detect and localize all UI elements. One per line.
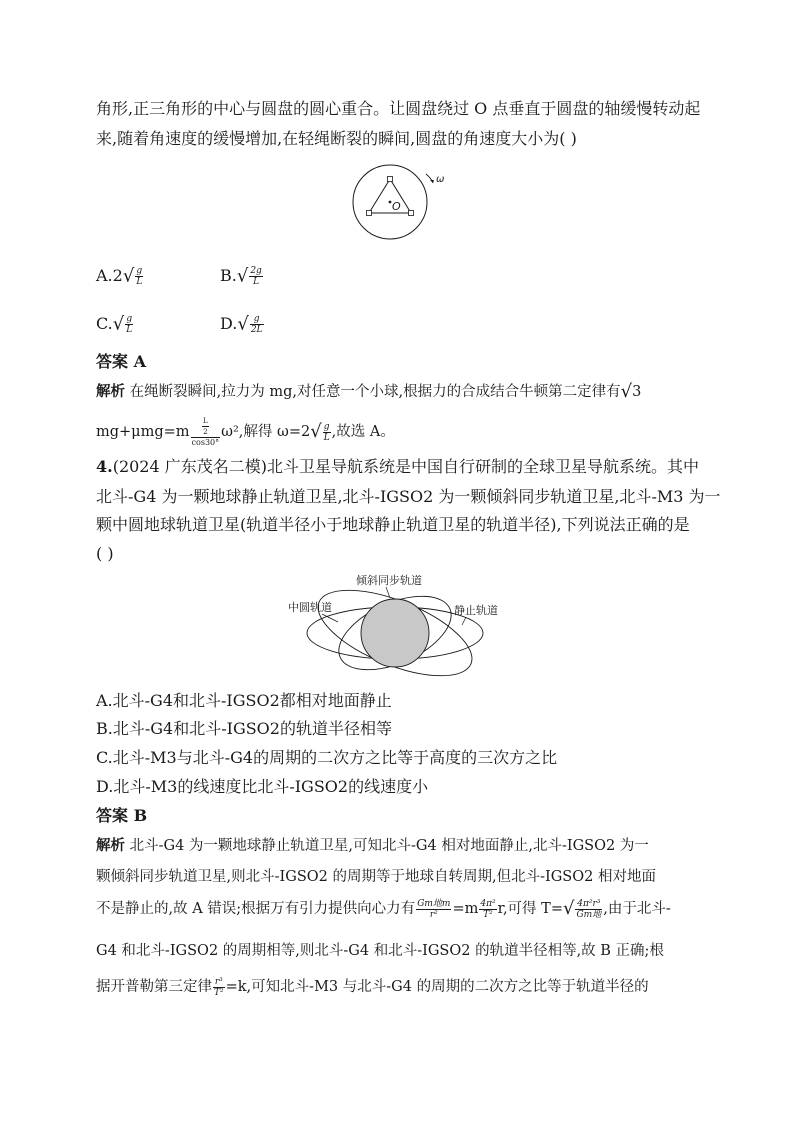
center-dot (389, 201, 392, 204)
q4-orbit-figure (282, 570, 512, 684)
q4-stem-line2: 北斗-G4 为一颗地球静止轨道卫星,北斗-IGSO2 为一颗倾斜同步轨道卫星,北斗-M3 为一 (96, 487, 721, 506)
q4-answer: 答案 B (96, 806, 148, 825)
ball-right (409, 211, 414, 216)
q3-answer: 答案 A (96, 352, 146, 371)
q4-stem-line3: 颗中圆地球轨道卫星(轨道半径小于地球静止轨道卫星的轨道半径),下列说法正确的是 (96, 515, 690, 534)
q4-analysis-line3: 不是静止的,故 A 错误;根据万有引力提供向心力有 $\frac{\text{Gm地m}}{\text{r²}}$ =m $\frac{\text{4π²}}{\text{T²}}$ r,可得 T=√ $\frac{\text{4π²r³}}{\text{Gm地}}$ ,由于北斗- (96, 898, 671, 920)
q3-disc-figure (348, 160, 448, 244)
q3-analysis-line1: 解析 在绳断裂瞬间,拉力为 mg,对任意一个小球,根据力的合成结合牛顿第二定律有√3 (96, 381, 642, 402)
label-stationary-orbit: 静止轨道 (454, 604, 498, 617)
ball-top (388, 177, 393, 182)
q4-analysis-line2: 颗倾斜同步轨道卫星,则北斗-IGSO2 的周期等于地球自转周期,但北斗-IGSO2 相对地面 (96, 869, 656, 885)
q3-option-c: C.√ $\frac{g}{L}$ (96, 313, 133, 335)
q3-stem-line1: 角形,正三角形的中心与圆盘的圆心重合。让圆盘绕过 O 点垂直于圆盘的轴缓慢转动起 (96, 99, 701, 118)
center-label: O (392, 200, 401, 213)
q4-option-a: A.北斗-G4和北斗-IGSO2都相对地面静止 (96, 691, 392, 710)
equilateral-triangle (369, 179, 411, 213)
q4-analysis-line5: 据开普勒第三定律 $\frac{\text{r³}}{\text{T²}}$ =k,可知北斗-M3 与北斗-G4 的周期的二次方之比等于轨道半径的 (96, 976, 649, 998)
q3-analysis-line2: mg+μmg=m $\frac{\frac{L}{2}}{\cos 30^\circ}$ ω²,解得 ω=2√ $\frac{g}{L}$ ,故选 A。 (96, 417, 395, 447)
q3-option-a: A.2√ $\frac{g}{L}$ (96, 265, 143, 287)
q4-option-b: B.北斗-G4和北斗-IGSO2的轨道半径相等 (96, 719, 392, 738)
q3-stem-line2: 来,随着角速度的缓慢增加,在轻绳断裂的瞬间,圆盘的角速度大小为( ) (96, 129, 577, 148)
q4-option-d: D.北斗-M3的线速度比北斗-IGSO2的线速度小 (96, 777, 429, 796)
q4-option-c: C.北斗-M3与北斗-G4的周期的二次方之比等于高度的三次方之比 (96, 748, 558, 767)
q4-analysis-line4: G4 和北斗-IGSO2 的周期相等,则北斗-G4 和北斗-IGSO2 的轨道半径相等,故 B 正确;根 (96, 943, 664, 959)
label-medium-orbit: 中圆轨道 (288, 601, 332, 614)
earth (361, 599, 429, 667)
ball-left (367, 211, 372, 216)
q3-option-d: D.√ $\frac{g}{2L}$ (220, 313, 263, 335)
q4-stem-line1: 4.(2024 广东茂名二模)北斗卫星导航系统是中国自行研制的全球卫星导航系统。其中 (96, 457, 700, 476)
omega-label: ω (436, 174, 445, 185)
label-inclined-orbit: 倾斜同步轨道 (356, 574, 422, 587)
q4-analysis-line1: 解析 北斗-G4 为一颗地球静止轨道卫星,可知北斗-G4 相对地面静止,北斗-IGSO2 为一 (96, 837, 649, 854)
q3-option-b: B.√ $\frac{2g}{L}$ (220, 265, 262, 287)
q4-stem-line4: ( ) (96, 544, 114, 563)
